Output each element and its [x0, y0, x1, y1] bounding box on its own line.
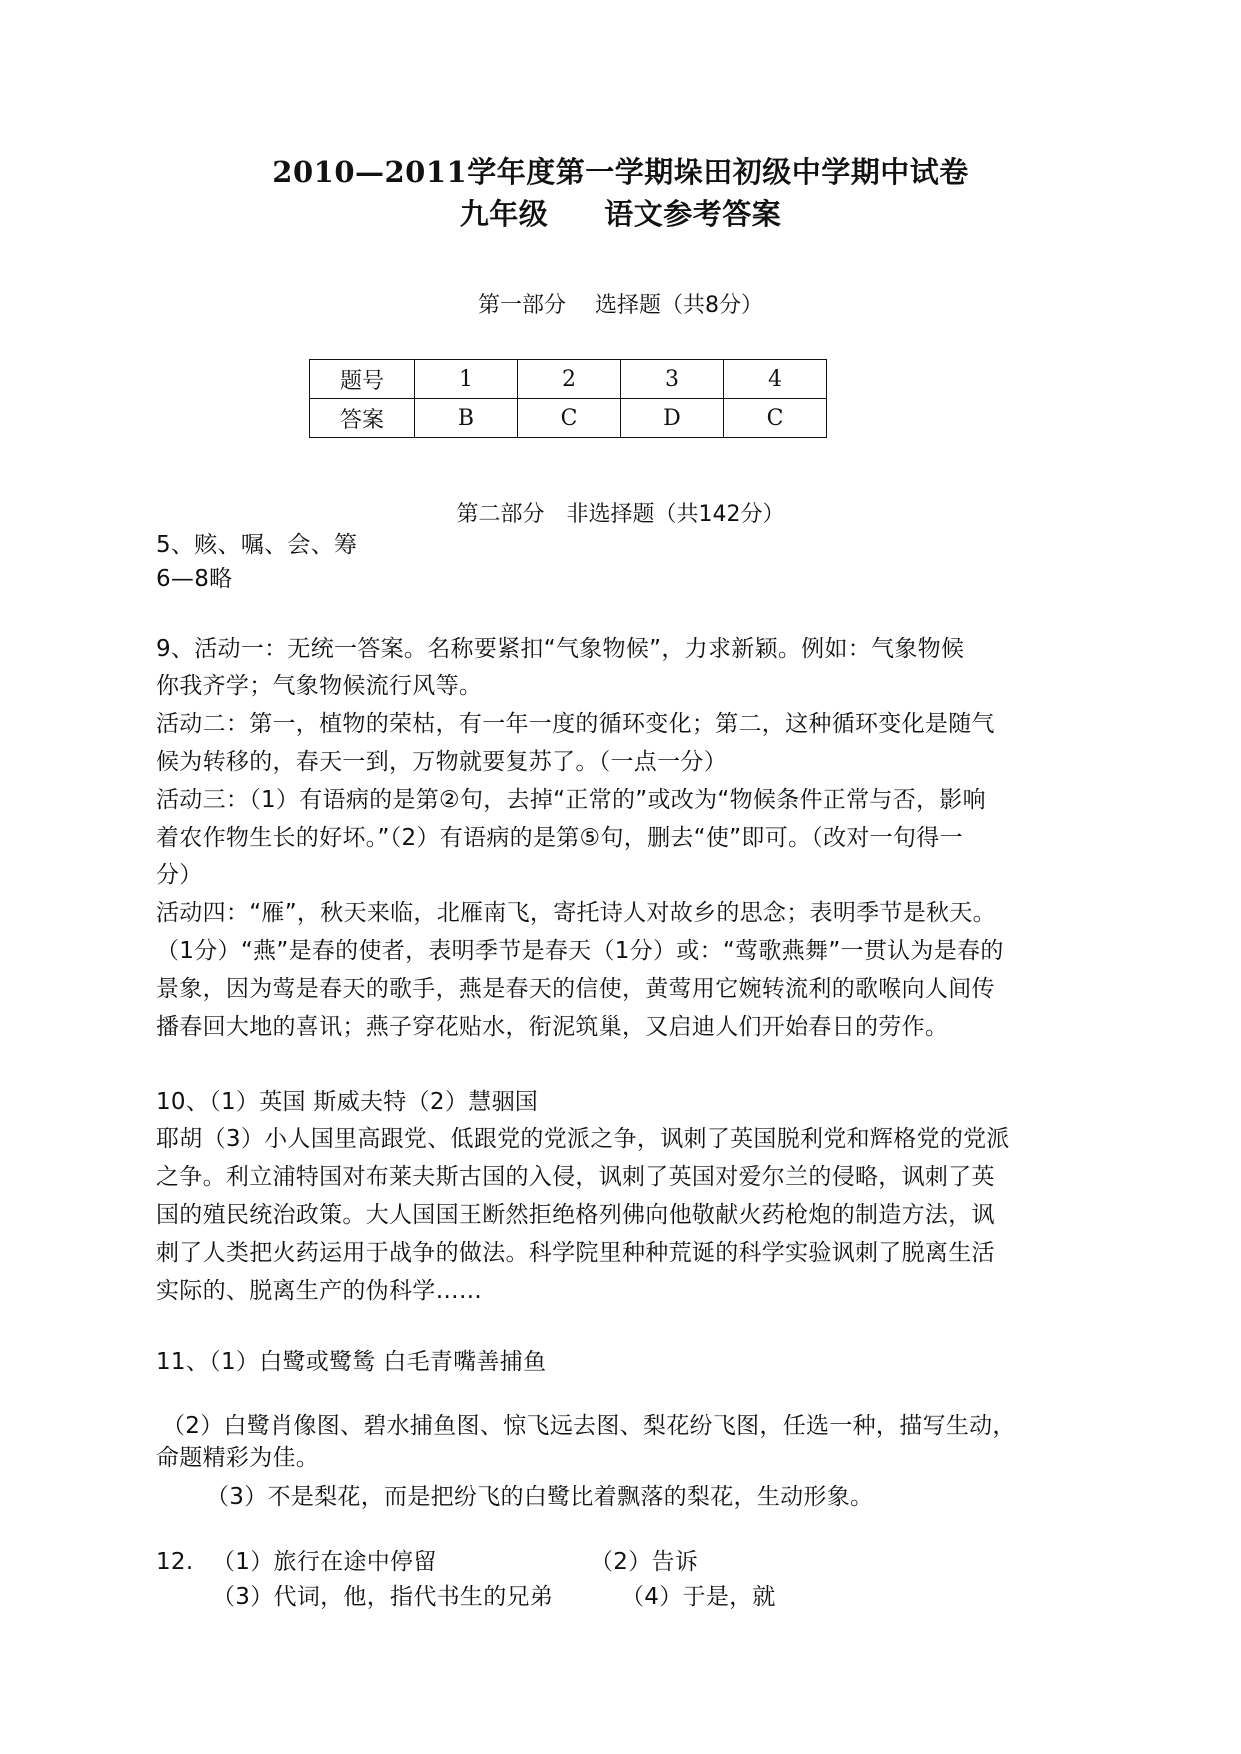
answer-q5: 5、赅、嘱、会、筹	[156, 532, 358, 558]
answer-q9-line: 你我齐学；气象物候流行风等。	[156, 673, 483, 699]
answer-q9-line: 活动二：第一，植物的荣枯，有一年一度的循环变化；第二，这种循环变化是随气	[156, 711, 995, 737]
answer-q10-line: 10、（1）英国 斯威夫特（2）慧骃国	[156, 1089, 539, 1115]
answer-q11-line: 命题精彩为佳。	[156, 1445, 320, 1471]
part2-heading: 第二部分 非选择题（共142分）	[456, 502, 785, 527]
table-header-cell: 答案	[310, 399, 415, 438]
answer-table	[309, 359, 827, 438]
table-cell: D	[621, 399, 724, 438]
document-subtitle	[0, 192, 1241, 233]
answer-q9-line: 活动三：（1）有语病的是第②句，去掉“正常的”或改为“物候条件正常与否，影响	[156, 787, 986, 813]
answer-q12-item: （1）旅行在途中停留	[212, 1549, 437, 1575]
part1-heading: 第一部分 选择题（共8分）	[478, 293, 763, 318]
answer-q12-item: （2）告诉	[590, 1549, 699, 1575]
table-cell: 1	[415, 360, 518, 399]
table-cell: 3	[621, 360, 724, 399]
answer-q12-item: （3）代词，他，指代书生的兄弟	[212, 1584, 554, 1610]
table-row	[310, 399, 827, 438]
answer-q9-line: 活动四：“雁”，秋天来临，北雁南飞，寄托诗人对故乡的思念；表明季节是秋天。	[156, 900, 996, 926]
answer-q12-item: （4）于是，就	[621, 1584, 776, 1610]
answer-q9-line: 分）	[156, 862, 203, 888]
table-cell: 2	[518, 360, 621, 399]
answer-q9-line: 9、活动一：无统一答案。名称要紧扣“气象物候”，力求新颖。例如：气象物候	[156, 636, 965, 662]
answer-q10-line: 实际的、脱离生产的伪科学……	[156, 1278, 483, 1304]
answer-q9-line: 候为转移的，春天一到，万物就要复苏了。（一点一分）	[156, 749, 727, 775]
answer-q11-line: （3）不是梨花，而是把纷飞的白鹭比着飘落的梨花，生动形象。	[206, 1484, 874, 1510]
answer-q6-8: 6—8略	[156, 566, 233, 592]
answer-q10-line: 国的殖民统治政策。大人国国王断然拒绝格列佛向他敬献火药枪炮的制造方法，讽	[156, 1202, 995, 1228]
answer-q9-line: （1分）“燕”是春的使者，表明季节是春天（1分）或：“莺歌燕舞”一贯认为是春的	[156, 938, 1004, 964]
answer-q11-line: （2）白鹭肖像图、碧水捕鱼图、惊飞远去图、梨花纷飞图，任选一种，描写生动，	[162, 1413, 1016, 1439]
answer-q9-line: 播春回大地的喜讯；燕子穿花贴水，衔泥筑巢，又启迪人们开始春日的劳作。	[156, 1014, 949, 1040]
subject-label: 语文参考答案	[604, 197, 782, 231]
answer-q10-line: 刺了人类把火药运用于战争的做法。科学院里种种荒诞的科学实验讽刺了脱离生活	[156, 1240, 995, 1266]
answer-q10-line: 之争。利立浦特国对布莱夫斯古国的入侵，讽刺了英国对爱尔兰的侵略，讽刺了英	[156, 1164, 995, 1190]
table-header-cell: 题号	[310, 360, 415, 399]
answer-q12-number: 12.	[156, 1549, 194, 1575]
answer-q10-line: 耶胡（3）小人国里高跟党、低跟党的党派之争，讽刺了英国脱利党和辉格党的党派	[156, 1126, 1010, 1152]
table-row	[310, 360, 827, 399]
table-cell: C	[724, 399, 827, 438]
document-title: 2010—2011学年度第一学期垛田初级中学期中试卷	[272, 155, 969, 189]
table-cell: 4	[724, 360, 827, 399]
answer-q9-line: 着农作物生长的好坏。”（2）有语病的是第⑤句，删去“使”即可。（改对一句得一	[156, 825, 963, 851]
answer-q11-line: 11、（1）白鹭或鹭鸶 白毛青嘴善捕鱼	[156, 1349, 547, 1375]
answer-q9-line: 景象，因为莺是春天的歌手，燕是春天的信使，黄莺用它婉转流利的歌喉向人间传	[156, 976, 995, 1002]
table-cell: C	[518, 399, 621, 438]
table-cell: B	[415, 399, 518, 438]
grade-label: 九年级	[459, 197, 549, 231]
